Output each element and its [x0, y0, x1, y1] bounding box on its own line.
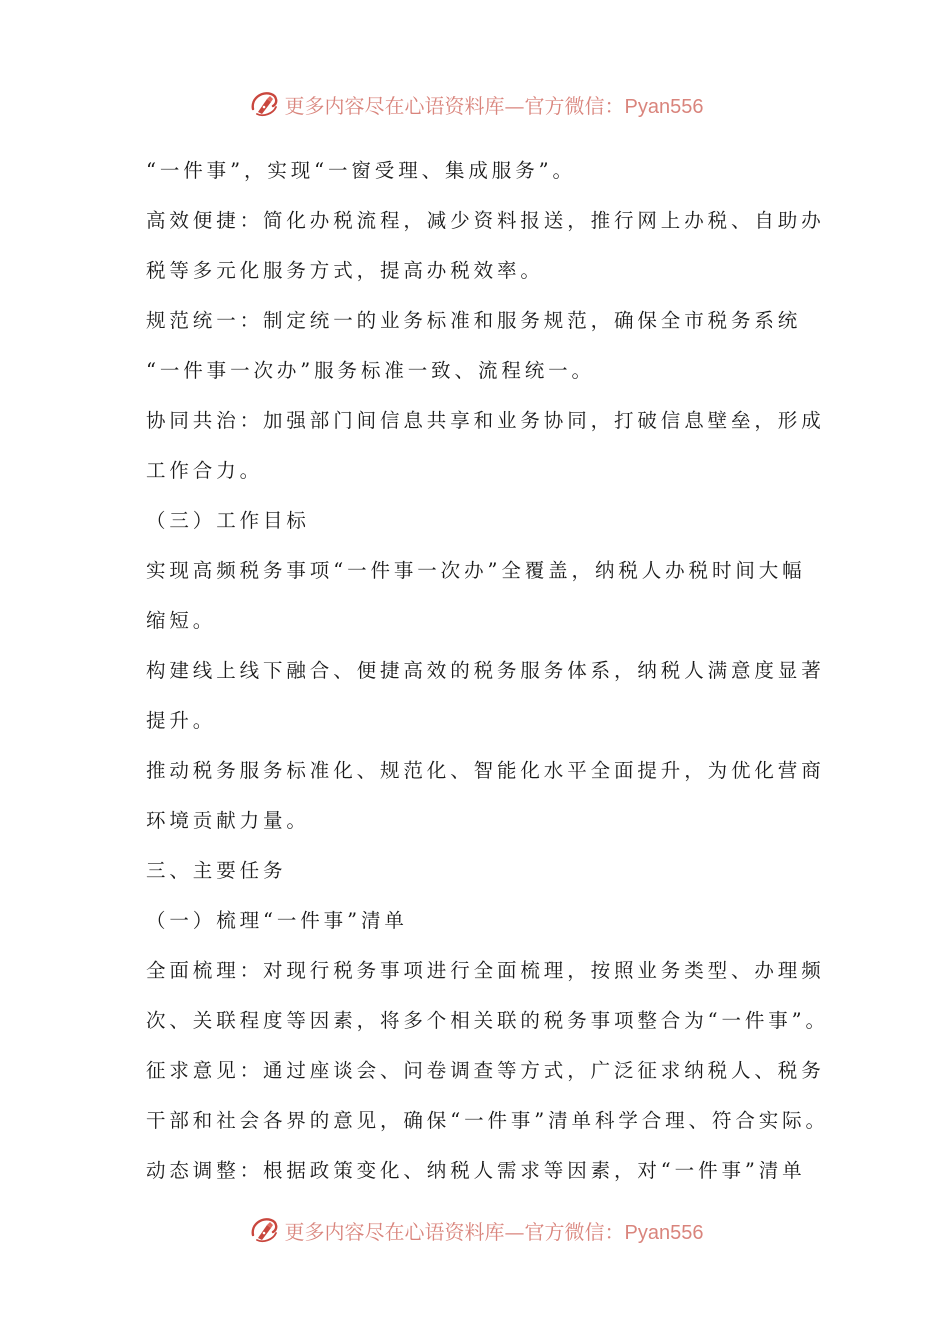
watermark-id: Pyan556	[624, 1221, 704, 1244]
body-line: 征求意见：通过座谈会、问卷调查等方式，广泛征求纳税人、税务	[146, 1059, 825, 1082]
section-heading: （一）梳理“一件事”清单	[146, 909, 408, 932]
body-line: 推动税务服务标准化、规范化、智能化水平全面提升，为优化营商	[146, 759, 825, 782]
watermark-separator: —	[504, 93, 525, 118]
pen-nib-swirl-icon	[247, 1213, 281, 1247]
watermark-main: 更多内容尽在心语资料库	[284, 1219, 505, 1244]
watermark-main: 更多内容尽在心语资料库	[284, 93, 505, 118]
body-line: 缩短。	[146, 609, 217, 632]
watermark-label: 官方微信：	[524, 1219, 625, 1244]
body-line: 工作合力。	[146, 459, 264, 482]
watermark-id: Pyan556	[624, 95, 704, 118]
section-heading: （三）工作目标	[146, 509, 310, 532]
body-line: 实现高频税务事项“一件事一次办”全覆盖，纳税人办税时间大幅	[146, 559, 806, 582]
body-line: 提升。	[146, 709, 217, 732]
header-watermark	[0, 84, 950, 124]
pen-nib-swirl-icon	[247, 87, 281, 121]
footer-watermark	[0, 1210, 950, 1250]
body-line: 次、关联程度等因素，将多个相关联的税务事项整合为“一件事”。	[146, 1009, 829, 1032]
body-line: 环境贡献力量。	[146, 809, 310, 832]
body-line: 干部和社会各界的意见，确保“一件事”清单科学合理、符合实际。	[146, 1109, 829, 1132]
body-line: 高效便捷：简化办税流程，减少资料报送，推行网上办税、自助办	[146, 209, 825, 232]
body-line: 动态调整：根据政策变化、纳税人需求等因素，对“一件事”清单	[146, 1159, 806, 1182]
watermark-separator: —	[504, 1219, 525, 1244]
body-line: 协同共治：加强部门间信息共享和业务协同，打破信息壁垒，形成	[146, 409, 825, 432]
body-line: 规范统一：制定统一的业务标准和服务规范，确保全市税务系统	[146, 309, 802, 332]
watermark-text	[285, 1216, 704, 1245]
body-line: “一件事一次办”服务标准一致、流程统一。	[146, 359, 595, 382]
body-line: 全面梳理：对现行税务事项进行全面梳理，按照业务类型、办理频	[146, 959, 825, 982]
document-body	[146, 146, 829, 1196]
body-line: 税等多元化服务方式，提高办税效率。	[146, 259, 544, 282]
watermark-text	[285, 90, 704, 119]
body-line: 构建线上线下融合、便捷高效的税务服务体系，纳税人满意度显著	[146, 659, 825, 682]
watermark-label: 官方微信：	[524, 93, 625, 118]
chapter-heading: 三、主要任务	[146, 859, 287, 882]
body-line: “一件事”，实现“一窗受理、集成服务”。	[146, 159, 576, 182]
